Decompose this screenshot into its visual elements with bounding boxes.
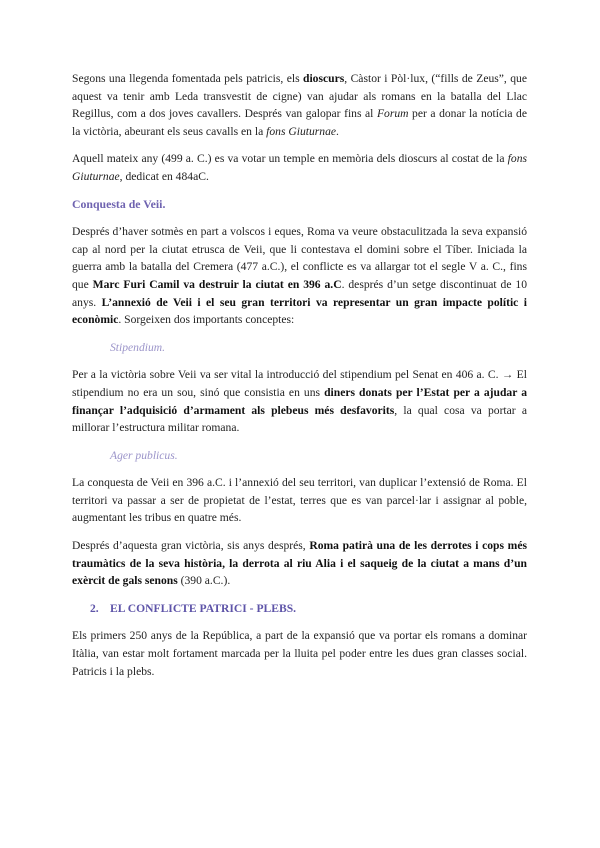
term-stipendium: Stipendium. xyxy=(110,340,166,354)
document-body xyxy=(72,70,527,690)
term-ager-publicus: Ager publicus. xyxy=(110,448,178,462)
text-run: , Càstor i Pòl·lux, (“fills de Zeus”, que aquest va tenir amb Leda transvestit de cigne) van ajudar als romans en la batalla del Llac Regillus, com a dos joves cavallers. Després van galopar fins al xyxy=(72,72,527,121)
paragraph-stipendium xyxy=(72,366,527,436)
text-run: Després d’haver sotmès en part a volscos i eques, Roma va veure obstaculitzada la seva expansió cap al nord per la ciutat etrusca de Veii, que li contestava el domini sobre el Tíber. Iniciada la guerra amb la batalla del Cremera (477 a.C.), el conflicte es va allargar tot el segle V a. C., fins que xyxy=(72,225,527,291)
text-run: La conquesta de Veii en 396 a.C. i l’annexió del seu territori, van duplicar l’extensió de Roma. El territori va passar a ser de propietat de l’estat, terres que es van parcel·lar i assignar al poble, augmentant les tribus en quatre més. xyxy=(72,476,527,525)
text-run: Segons una llegenda fomentada pels patricis, els xyxy=(72,72,304,85)
section-number: 2. xyxy=(90,601,99,615)
text-run: . després d’un setge discontinuat de 10 anys. xyxy=(72,277,528,309)
italic-term-fons: fons Giuturnae xyxy=(266,124,337,138)
text-run: Per a la victòria sobre Veii va ser vital la introducció del stipendium pel Senat en 406 a. C. → El stipendium no era un sou, sinó que consistia en uns xyxy=(72,368,527,399)
bold-text-annexio: L’annexió de Veii i el seu gran territori va representar un gran impacte polític i econòmic xyxy=(72,295,527,327)
section-title: EL CONFLICTE PATRICI - PLEBS. xyxy=(110,601,297,615)
italic-term-fons: fons Giuturnae xyxy=(72,152,527,183)
text-run: , dedicat en 484aC. xyxy=(119,169,209,183)
text-run: Aquell mateix any (499 a. C.) es va votar un temple en memòria dels dioscurs al costat de la xyxy=(72,152,508,166)
text-run: (390 a.C.). xyxy=(177,574,231,588)
paragraph-republica xyxy=(72,627,527,680)
paragraph-veii-war xyxy=(72,223,527,329)
paragraph-alia-defeat xyxy=(72,537,527,590)
section-heading-conflicte xyxy=(90,600,527,618)
bold-term-dioscurs: dioscurs xyxy=(303,72,345,85)
text-run: per a donar la notícia de la victòria, abeurant els seus cavalls en la xyxy=(72,107,527,138)
bold-text-diners: diners donats per l’Estat per a ajudar a finançar l’adquisició d’armament als plebeus més desfavorits xyxy=(72,385,528,417)
bold-text-derrota: Roma patirà una de les derrotes i cops més traumàtics de la seva història, la derrota al riu Alia i el saqueig de la ciutat a mans d’un exèrcit de gals senons xyxy=(72,539,527,588)
italic-term-forum: Forum xyxy=(376,107,409,121)
heading-conquesta-veii: Conquesta de Veii. xyxy=(72,196,166,211)
text-run: . Sorgeixen dos importants conceptes: xyxy=(118,313,295,327)
text-run: Els primers 250 anys de la República, a part de la expansió que va portar els romans a dominar Itàlia, van estar molt fortament marcada per la lluita pel poder entre les dues gran classes social. Patricis i la plebs. xyxy=(72,629,527,678)
text-run: Després d’aquesta gran victòria, sis anys després, xyxy=(72,539,310,553)
paragraph-dioscurs-legend xyxy=(72,70,527,140)
paragraph-temple xyxy=(72,150,527,185)
paragraph-ager-publicus xyxy=(72,474,527,527)
text-run: , la qual cosa va portar a millorar l’estructura militar romana. xyxy=(72,403,527,435)
text-run: . xyxy=(336,124,339,138)
bold-text-camil: Marc Furi Camil va destruir la ciutat en 396 a.C xyxy=(92,277,342,291)
